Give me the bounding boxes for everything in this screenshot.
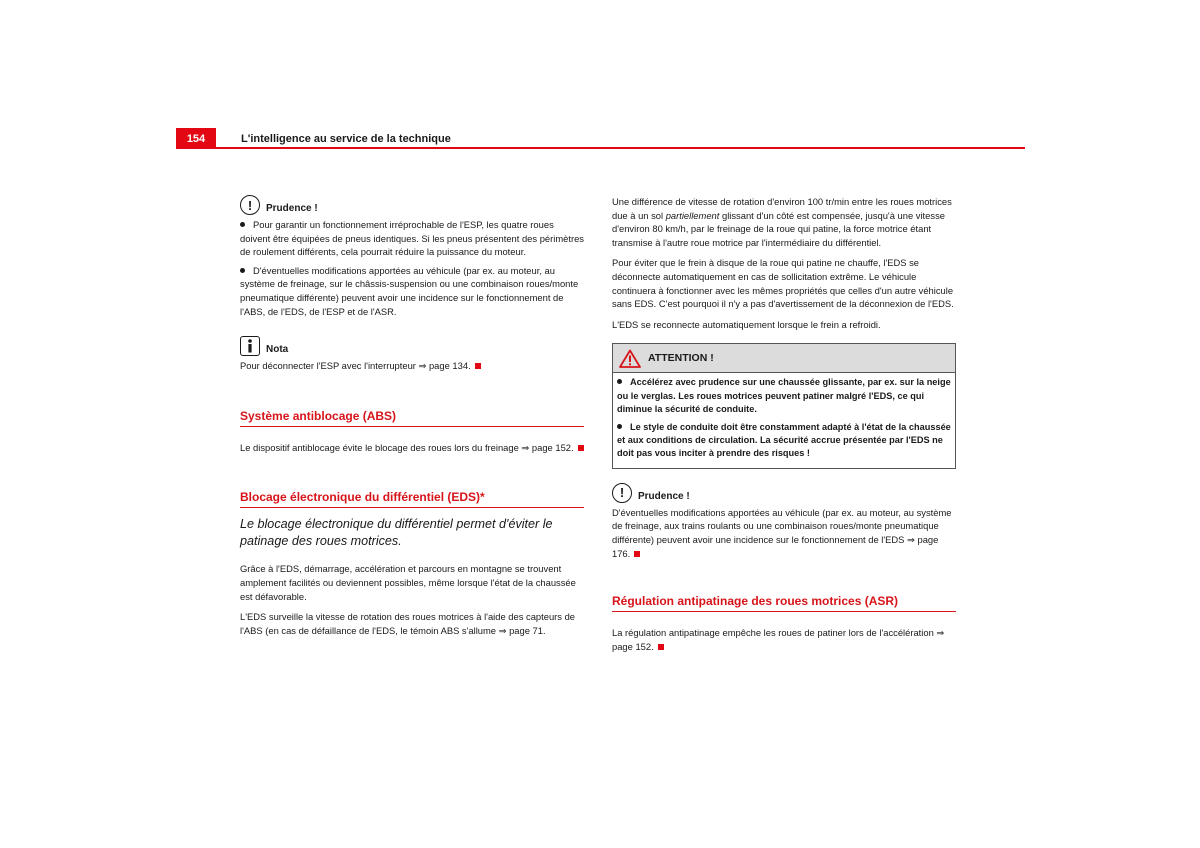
right-column: [612, 195, 956, 660]
list-item: D'éventuelles modifications apportées au véhicule (par ex. au moteur, au système de freinage, sur le châssis-suspension ou une combinaison roues/monte pneumatique différente) peuvent avoir une incidence sur le fonctionnement de l'ABS, de l'EDS, de l'ESP et de l'ASR.: [240, 264, 579, 317]
attention-box: [612, 343, 956, 468]
end-marker-icon: [658, 644, 664, 650]
eds-paragraph: Pour éviter que le frein à disque de la roue qui patine ne chauffe, l'EDS se déconnecte automatiquement en cas de sollicitation extrême. Le véhicule continuera à fonctionner avec les mêmes propriétés que celles d'un autre véhicule sans EDS. C'est pourquoi il n'y a pas d'avertissement de la déconnexion de l'EDS.: [612, 257, 954, 310]
prudence-title: Prudence !: [266, 203, 318, 214]
bullet-icon: [617, 424, 622, 429]
chapter-title: L'intelligence au service de la technique: [241, 133, 451, 145]
page-number: 154: [176, 128, 216, 149]
prudence-text: D'éventuelles modifications apportées au véhicule (par ex. au moteur, au système de freinage, aux trains roulants ou une combinaison roues/monte pneumatique différente) peuvent avoir une incidence sur le fonctionnement de l'EDS ⇒ page 176.: [612, 506, 952, 559]
prudence-note: [240, 195, 584, 318]
exclamation-icon: !: [240, 195, 260, 215]
asr-heading: Régulation antipatinage des roues motrices (ASR): [612, 594, 956, 612]
bullet-icon: [617, 379, 622, 384]
eds-paragraph: L'EDS se reconnecte automatiquement lorsque le frein a refroidi.: [612, 318, 881, 330]
end-marker-icon: [475, 363, 481, 369]
end-marker-icon: [578, 445, 584, 451]
nota-text: Pour déconnecter l'ESP avec l'interrupteur ⇒ page 134.: [240, 359, 584, 373]
warning-triangle-icon: [619, 349, 641, 368]
attention-title: ATTENTION !: [648, 351, 714, 364]
list-item: Accélérez avec prudence sur une chaussée glissante, par ex. sur la neige ou le verglas. Les roues motrices peuvent patiner malgré l'EDS, ce qui diminue la sécurité de conduite.: [617, 377, 951, 415]
list-item: Pour garantir un fonctionnement irréprochable de l'ESP, les quatre roues doivent être équipées de pneus identiques. Si les pneus présentent des périmètres de roulement différents, cela pourrait réduire la puissance du moteur.: [240, 219, 584, 258]
exclamation-icon: !: [612, 483, 632, 503]
eds-subtitle: Le blocage électronique du différentiel permet d'éviter le patinage des roues motrices.: [240, 517, 553, 549]
nota-note: [240, 336, 584, 373]
prudence-note: [612, 483, 956, 560]
bullet-icon: [240, 268, 245, 273]
eds-paragraph: L'EDS surveille la vitesse de rotation des roues motrices à l'aide des capteurs de l'ABS (en cas de défaillance de l'EDS, le témoin ABS s'allume ⇒ page 71.: [240, 611, 576, 636]
eds-section: [240, 490, 584, 637]
left-column: [240, 195, 584, 644]
abs-heading: Système antiblocage (ABS): [240, 409, 584, 427]
abs-text: Le dispositif antiblocage évite le blocage des roues lors du freinage ⇒ page 152.: [240, 441, 584, 455]
eds-paragraph: Une différence de vitesse de rotation d'environ 100 tr/min entre les roues motrices due à un sol partiellement glissant d'un côté est compensée, jusqu'à une vitesse d'environ 80 km/h, par le freinage de la roue qui patine, la force motrice étant transmise à l'autre roue motrice par l'intermédiaire du différentiel.: [612, 196, 952, 248]
bullet-icon: [240, 222, 245, 227]
nota-title: Nota: [266, 344, 289, 356]
end-marker-icon: [634, 551, 640, 557]
page-header: [176, 128, 1025, 149]
asr-section: [612, 594, 956, 653]
eds-paragraph: Grâce à l'EDS, démarrage, accélération et parcours en montagne se trouvent amplement facilités ou deviennent possibles, même lorsque l'état de la chaussée est défavorable.: [240, 563, 576, 602]
abs-section: [240, 409, 584, 455]
asr-text: La régulation antipatinage empêche les roues de patiner lors de l'accélération ⇒ page 152.: [612, 627, 945, 652]
header-rule: [176, 147, 1025, 149]
info-icon: [240, 336, 260, 356]
eds-heading: Blocage électronique du différentiel (EDS)*: [240, 490, 584, 508]
list-item: Le style de conduite doit être constamment adapté à l'état de la chaussée et aux conditions de circulation. La sécurité accrue présentée par l'EDS ne doit pas vous inciter à prendre des risques !: [617, 421, 951, 459]
prudence-title: Prudence !: [638, 490, 690, 502]
